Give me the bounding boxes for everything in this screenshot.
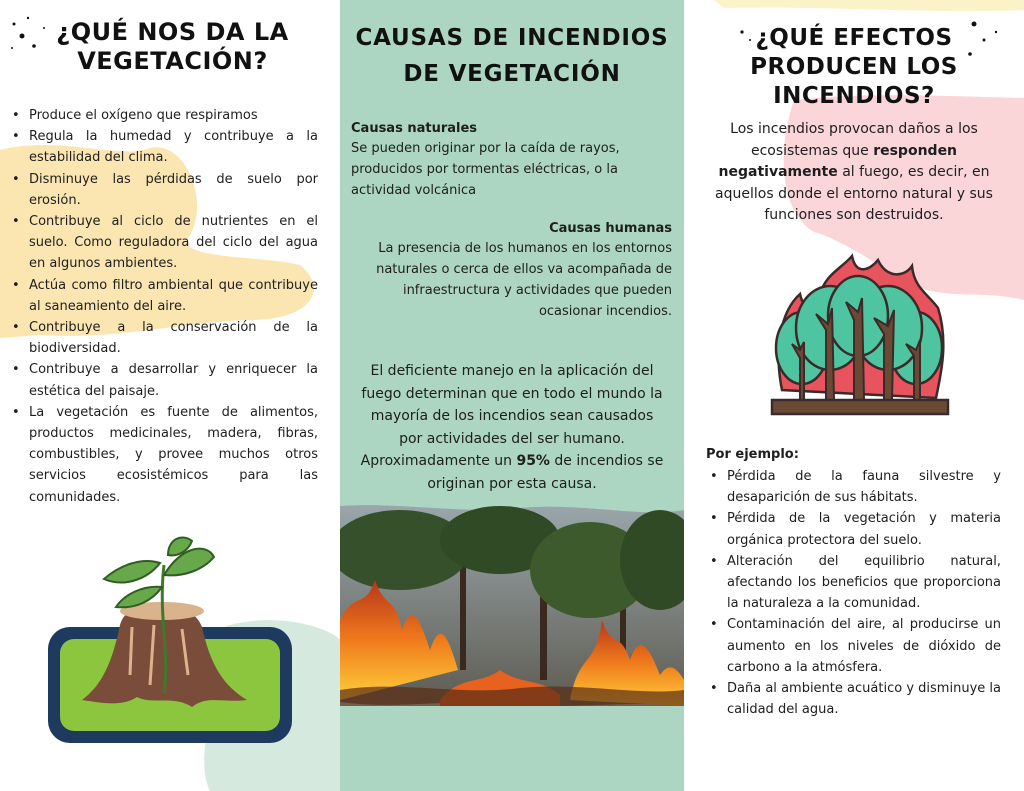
- left-title: ¿QUÉ NOS DA LA VEGETACIÓN?: [56, 18, 289, 75]
- list-item: • Contaminación del aire, al producirse un aumento en los niveles de dióxido de carbono a la atmósfera.: [727, 614, 1001, 678]
- human-causes-heading: Causas humanas: [549, 221, 672, 236]
- list-item: • Contribuye al ciclo de nutrientes en el suelo. Como reguladora del ciclo del agua en algunos ambientes.: [29, 211, 318, 275]
- list-item: • Pérdida de la vegetación y materia orgánica protectora del suelo.: [727, 508, 1001, 550]
- fire-causes-summary: [357, 360, 667, 495]
- list-item: • Contribuye a desarrollar y enriquecer la estética del paisaje.: [29, 359, 318, 401]
- effects-intro: [704, 119, 1004, 227]
- summary-text-1: El deficiente manejo en la aplicación del fuego determinan que en todo el mundo la mayoría de los incendios sean causados por actividades del ser humano. Aproximadamente un: [360, 363, 663, 469]
- list-item: • Daña al ambiente acuático y disminuye la calidad del agua.: [727, 678, 1001, 720]
- intro-bold: responden negativamente: [718, 142, 958, 180]
- list-item: • Alteración del equilibrio natural, afectando los beneficios que proporciona la naturaleza a la comunidad.: [727, 551, 1001, 615]
- fire-effects-list: [727, 466, 1001, 720]
- intro-text-2: al fuego, es decir, en aquellos donde el entorno natural y sus funciones son destruidos.: [715, 164, 993, 223]
- burning-trees-icon: [770, 250, 950, 420]
- left-panel: [0, 0, 340, 791]
- example-heading: Por ejemplo:: [706, 447, 799, 462]
- natural-causes-heading: Causas naturales: [351, 121, 478, 136]
- sapling-stump-icon: [42, 535, 302, 755]
- summary-text-2: de incendios se originan por esta causa.: [427, 453, 664, 492]
- list-item: • Regula la humedad y contribuye a la estabilidad del clima.: [29, 126, 318, 168]
- list-item: • Disminuye las pérdidas de suelo por erosión.: [29, 169, 318, 211]
- intro-text-1: Los incendios provocan daños a los ecosistemas que: [730, 121, 978, 159]
- list-item: • Produce el oxígeno que respiramos: [29, 105, 318, 126]
- human-causes-text: La presencia de los humanos en los entornos naturales o cerca de ellos va acompañada de infraestructura y actividades que pueden ocasionar incendios.: [376, 241, 672, 319]
- list-item: • Contribuye a la conservación de la biodiversidad.: [29, 317, 318, 359]
- right-panel: [684, 0, 1024, 791]
- list-item: • Actúa como filtro ambiental que contribuye al saneamiento del aire.: [29, 275, 318, 317]
- summary-percentage: 95%: [516, 453, 550, 469]
- list-item: • Pérdida de la fauna silvestre y desaparición de sus hábitats.: [727, 466, 1001, 508]
- middle-title: CAUSAS DE INCENDIOS DE VEGETACIÓN: [355, 25, 669, 87]
- right-title: ¿QUÉ EFECTOS PRODUCEN LOS INCENDIOS?: [750, 25, 958, 109]
- natural-causes-text: Se pueden originar por la caída de rayos, producidos por tormentas eléctricas, o la actividad volcánica: [351, 141, 620, 198]
- list-item: • La vegetación es fuente de alimentos, productos medicinales, madera, fibras, combustibles, y provee muchos otros servicios ecosistémicos para las comunidades.: [29, 402, 318, 508]
- vegetation-benefits-list: [29, 105, 318, 508]
- forest-fire-photo: [340, 500, 684, 710]
- middle-panel: [340, 0, 684, 791]
